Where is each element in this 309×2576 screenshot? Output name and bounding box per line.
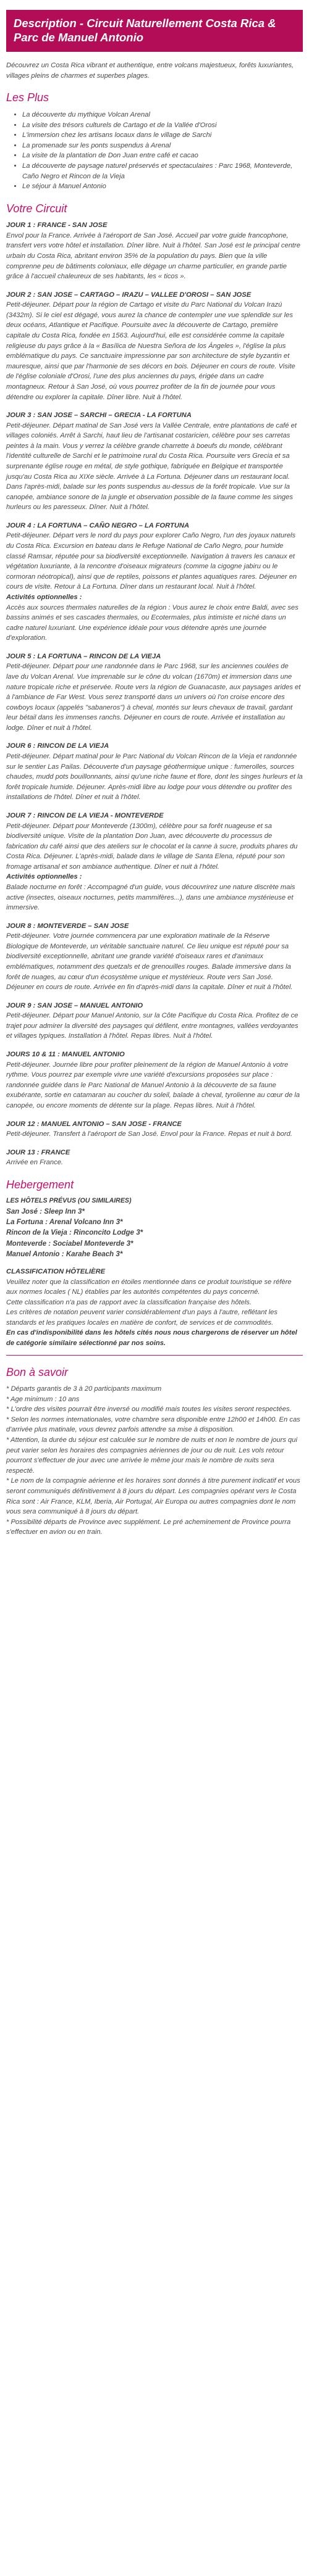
optional-activities-text: Accès aux sources thermales naturelles de la région : Vous aurez le choix entre Baldi, avec ses bassins animés et ses cascades thermales, ou Ecotermales, plus intimiste et niché dans un cadre naturel luxuriant. Une expérience idéale pour vous détendre après une journée d'exploration. [6,603,298,642]
hotels-subheading: LES HÔTELS PRÉVUS (OU SIMILAIRES) [6,1197,132,1205]
list-item: • La découverte de paysage naturel préservés et spectaculaires : Parc 1968, Monteverde, Caño Negro et Rincon de la Vieja [22,161,303,181]
optional-activities-text: Balade nocturne en forêt : Accompagné d'un guide, vous découvrirez une nature discrète mais active (insectes, oiseaux nocturnes, petits mammifères...), dans une ambiance mystérieuse et immersive. [6,883,295,912]
intro-text: Découvrez un Costa Rica vibrant et authentique, entre volcans majestueux, forêts luxuriantes, villages pleins de charmes et superbes plages. [6,62,294,80]
list-item: * Attention, la durée du séjour est calculée sur le nombre de nuits et non le nombre de jours qui peut varier selon les horaires des compagnies aériennes de jour ou de nuit. Les vols retour pourront s'effectuer de jour avec une arrivée le même jour mais le nombre de nuits sera respecté. [6,1436,297,1475]
classification-text: Les critères de notation peuvent varier considérablement d'un pays à l'autre, reflétant les standards et les pratiques locales en matière de confort, de services et de commodités. [6,1309,277,1327]
list-item: * Départs garantis de 3 à 20 participants maximum [6,1385,162,1393]
optional-activities-label: Activités optionnelles : [6,873,82,881]
hotel-item: Rincon de la Vieja : Rinconcito Lodge 3* [6,1228,143,1237]
day-text: Petit-déjeuner. Votre journée commencera par une exploration matinale de la Réserve Biologique de Monteverde, un véritable sanctuaire naturel. Ce lieu unique est réputé pour sa biodiversité exceptionnelle, abritant une grande variété d'oiseaux rares et d'animaux emblématiques, notamment des quetzals et de grenouilles rouges. Balade immersive dans la forêt de nuages, au cœur d'un écosystème unique et mystérieux. Route vers San José. Déjeuner en cours de route. Arrivée en fin d'après-midi dans la capitale. Dîner et nuit à l'hôtel. [6,932,293,992]
hebergement-heading: Hebergement [6,1178,74,1191]
day-4 [6,521,303,644]
list-item: * L'ordre des visites pourrait être inversé ou modifié mais toutes les visites seront respectées. [6,1406,292,1414]
day-title: JOUR 4 : LA FORTUNA – CAÑO NEGRO – LA FORTUNA [6,521,190,529]
day-12 [6,1119,303,1140]
day-title: JOUR 8 : MONTEVERDE – SAN JOSE [6,922,129,930]
day-title: JOURS 10 & 11 : MANUEL ANTONIO [6,1051,125,1059]
day-text: Petit-déjeuner. Départ pour une randonnée dans le Parc 1968, sur les anciennes coulées de lave du Volcan Arenal. Vue imprenable sur le cône du volcan (1670m) et immersion dans une nature tropicale riche et préservée. Route vers la région de Guanacaste, aux paysages arides et à l'ambiance de Far West. Vous serez transporté dans un univers où l'on croise encore des cowboys locaux (appelés "sabaneros") à cheval, montés sur leurs chevaux de travail, gardant leur bétail dans les immenses ranchs. Déjeuner en cours de route. Arrivée et installation au lodge. Dîner et nuit à l'hôtel. [6,663,301,732]
hotel-item: Monteverde : Sociabel Monteverde 3* [6,1239,133,1248]
day-text: Arrivée en France. [6,1159,64,1167]
day-10-11 [6,1050,303,1111]
day-2 [6,290,303,402]
list-item: • La visite des trésors culturels de Cartago et de la Vallée d'Orosi [22,120,303,131]
list-item: • Le séjour à Manuel Antonio [22,181,303,192]
day-title: JOUR 1 : FRANCE - SAN JOSE [6,222,108,230]
day-title: JOUR 6 : RINCON DE LA VIEJA [6,742,109,750]
page-title: Description - Circuit Naturellement Costa Rica & Parc de Manuel Antonio [6,10,303,52]
day-text: Petit-déjeuner. Départ pour Monteverde (1300m), célèbre pour sa forêt nuageuse et sa biodiversité unique. Visite de la plantation Don Juan, avec découverte du processus de fabrication du café ainsi que des ateliers sur le chocolat et la canne à sucre, produits phares du Costa Rica. Déjeuner. L'après-midi, balade dans le village de Santa Elena, réputé pour son fromage artisanal et son ambiance authentique. Dîner et nuit à l'hôtel. [6,822,298,871]
list-item: * Possibilité départs de Province avec supplément. Le pré acheminement de Province pourra s'effectuer en avion ou en train. [6,1518,291,1536]
day-5 [6,652,303,734]
circuit-heading: Votre Circuit [6,202,67,215]
classification-block [6,1267,303,1349]
day-text: Envol pour la France. Arrivée à l'aéroport de San José. Accueil par votre guide francophone, transfert vers votre hôtel et installation. Dîner libre. Nuit à l'hôtel. San José est le principal centre urbain du Costa Rica, abritant environ 35% de la population du pays. Bien que la ville comprenne peu de bâtiments coloniaux, elle dégage un charme particulier, en grande partie grâce à l'accueil chaleureux de ses habitants, les « ticos ». [6,231,300,281]
classification-heading: CLASSIFICATION HÔTELIÈRE [6,1267,106,1275]
list-item: • La découverte du mythique Volcan Arenal [22,110,303,120]
list-item: * Age minimum : 10 ans [6,1395,80,1403]
bon-a-savoir-heading: Bon à savoir [6,1365,69,1378]
day-13 [6,1148,303,1168]
day-title: JOUR 13 : FRANCE [6,1148,70,1156]
classification-text: Veuillez noter que la classification en étoiles mentionnée dans ce produit touristique se réfère aux normes locales ( NL) établies par les autorités compétentes du pays concerné. [6,1278,292,1296]
day-title: JOUR 5 : LA FORTUNA – RINCON DE LA VIEJA [6,652,161,660]
bon-a-savoir-list [6,1384,303,1538]
day-8 [6,921,303,993]
day-title: JOUR 12 : MANUEL ANTONIO – SAN JOSE - FRANCE [6,1120,182,1128]
list-item: • La promenade sur les ponts suspendus à Arenal [22,141,303,151]
section-divider [6,1355,303,1356]
day-title: JOUR 3 : SAN JOSE – SARCHI – GRECIA - LA FORTUNA [6,412,192,420]
optional-activities-label: Activités optionnelles : [6,593,82,601]
day-1 [6,220,303,281]
day-text: Petit-déjeuner. Départ matinal de San José vers la Vallée Centrale, entre plantations de café et villages coloniés. Arrêt à Sarchi, haut lieu de l'artisanat costaricien, célèbre pour ses carretas peintes à la main. Vous y verrez la célèbre grande charrette à boeufs du monde, célébrant l'identité culturelle de Sarchi et le patrimoine rural du Costa Rica. Poursuite vers Grecia et sa surprenante église rouge en métal, de style gothique, fabriquée en Belgique et transportée jusqu'au Costa Rica au XIXe siècle. Arrivée à La Fortuna. Déjeuner dans un restaurant local. Dans l'après-midi, balade sur les ponts suspendus au-dessus de la forêt tropicale. Vue sur la canopée, ambiance sonore de la jungle et observation possible de la faune comme les singes hurleurs ou les paresseux. Dîner. Nuit à l'hôtel. [6,421,297,511]
day-text: Petit-déjeuner. Départ vers le nord du pays pour explorer Caño Negro, l'un des joyaux naturels du Costa Rica. Excursion en bateau dans le Refuge National de Caño Negro, pour humide classé Ramsar, réputée pour sa biodiversité exceptionnelle. Navigation à travers les canaux et végétation luxuriante, à la rencontre d'oiseaux migrateurs (comme la cigogne jabiru ou le cormoran néotropical), ainsi que de reptiles, poissons et plantes aquatiques rares. Déjeuner en cours de visite. Retour à La Fortuna. Dîner dans un restaurant local. Nuit à l'hôtel. [6,532,297,591]
day-title: JOUR 9 : SAN JOSE – MANUEL ANTONIO [6,1001,143,1009]
day-text: Petit-déjeuner. Départ pour la région de Cartago et visite du Parc National du Volcan Irazú (3432m). Si le ciel est dégagé, vous aurez la chance de contempler une vue splendide sur les deux océans, Atlantique et Pacifique. Poursuite avec la découverte de Cartago, première capitale du Costa Rica, fondée en 1563. Aujourd'hui, elle est considérée comme la capitale religieuse du pays grâce à la « Basílica de Nuestra Señora de los Ángeles », l'église la plus emblématique du pays. Ce sanctuaire impressionne par son architecture de style byzantin et mauresque, ainsi que par l'harmonie de ses décors en bois. Déjeuner en cours de route. Visite de l'église coloniale d'Orosi, l'une des plus anciennes du pays, érigée dans un cadre montagneux. Retour à San José, où vous pourrez profiter de la fin de journée pour vous détendre ou explorer la capitale. Dîner libre. Nuit à l'hôtel. [6,301,295,401]
list-item: * Le nom de la compagnie aérienne et les horaires sont donnés à titre purement indicatif et vous seront communiqués définitivement à 8 jours du départ. Les compagnies opérant vers le Costa Rica sont : Air France, KLM, Iberia, Air Portugal, Air Europa ou autres compagnies dont le nom vous sera communiqué à 8 jours du départ. [6,1477,300,1516]
list-item: * Selon les normes internationales, votre chambre sera disponible entre 12h00 et 14h00. En cas d'arrivée plus matinale, vous devrez parfois attendre sa mise à disposition. [6,1415,300,1434]
classification-text: Cette classification n'a pas de rapport avec la classification française des hôtels. [6,1298,252,1306]
day-3 [6,410,303,513]
hotel-item: San José : Sleep Inn 3* [6,1207,85,1216]
les-plus-list [6,110,303,192]
day-title: JOUR 7 : RINCON DE LA VIEJA - MONTEVERDE [6,811,164,819]
day-text: Petit-déjeuner. Transfert à l'aéroport de San José. Envol pour la France. Repas et nuit à bord. [6,1130,292,1138]
day-9 [6,1001,303,1042]
day-title: JOUR 2 : SAN JOSE – CARTAGO – IRAZU – VALLEE D'OROSI – SAN JOSE [6,291,252,299]
classification-note: En cas d'indisponibilité dans les hôtels cités nous nous chargerons de réserver un hôtel de catégorie similaire sélectionné par nos soins. [6,1329,297,1347]
hotel-list [6,1206,303,1259]
day-7 [6,811,303,913]
hotel-item: Manuel Antonio : Karahe Beach 3* [6,1249,123,1258]
hotel-item: La Fortuna : Arenal Volcano Inn 3* [6,1218,123,1227]
day-6 [6,741,303,802]
list-item: • La visite de la plantation de Don Juan entre café et cacao [22,151,303,161]
list-item: • L'immersion chez les artisans locaux dans le village de Sarchi [22,130,303,141]
day-text: Petit-déjeuner. Journée libre pour profiter pleinement de la région de Manuel Antonio à votre rythme. Vous pourrez par exemple vivre une variété d'excursions proposées sur place : randonnée guidée dans le Parc National de Manuel Antonio à la découverte de sa faune exubérante, sortie en catamaran au coucher du soleil, balade à cheval, tyrolienne au cœur de la canopée, ou encore moments de détente sur la plage. Repas libres. Nuit à l'hôtel. [6,1061,300,1109]
day-text: Petit-déjeuner. Départ pour Manuel Antonio, sur la Côte Pacifique du Costa Rica. Profitez de ce trajet pour admirer la diversité des paysages qui défilent, entre montagnes, vallées verdoyantes et villages typiques. Installation à l'hôtel. Repas libres. Nuit à l'hôtel. [6,1012,298,1040]
les-plus-heading: Les Plus [6,91,49,104]
day-text: Petit-déjeuner. Départ matinal pour le Parc National du Volcan Rincon de la Vieja et randonnée sur le sentier Las Pailas. Découverte d'un paysage géothermique unique : fumerolles, sources chaudes, mudd pots bouillonnants, ainsi qu'une riche faune et flore, dont les singes hurleurs et la forêt tropicale humide. Déjeuner. Après-midi libre au lodge pour vous détendre ou profiter des installations de l'hôtel. Dîner et nuit à l'hôtel. [6,753,303,801]
